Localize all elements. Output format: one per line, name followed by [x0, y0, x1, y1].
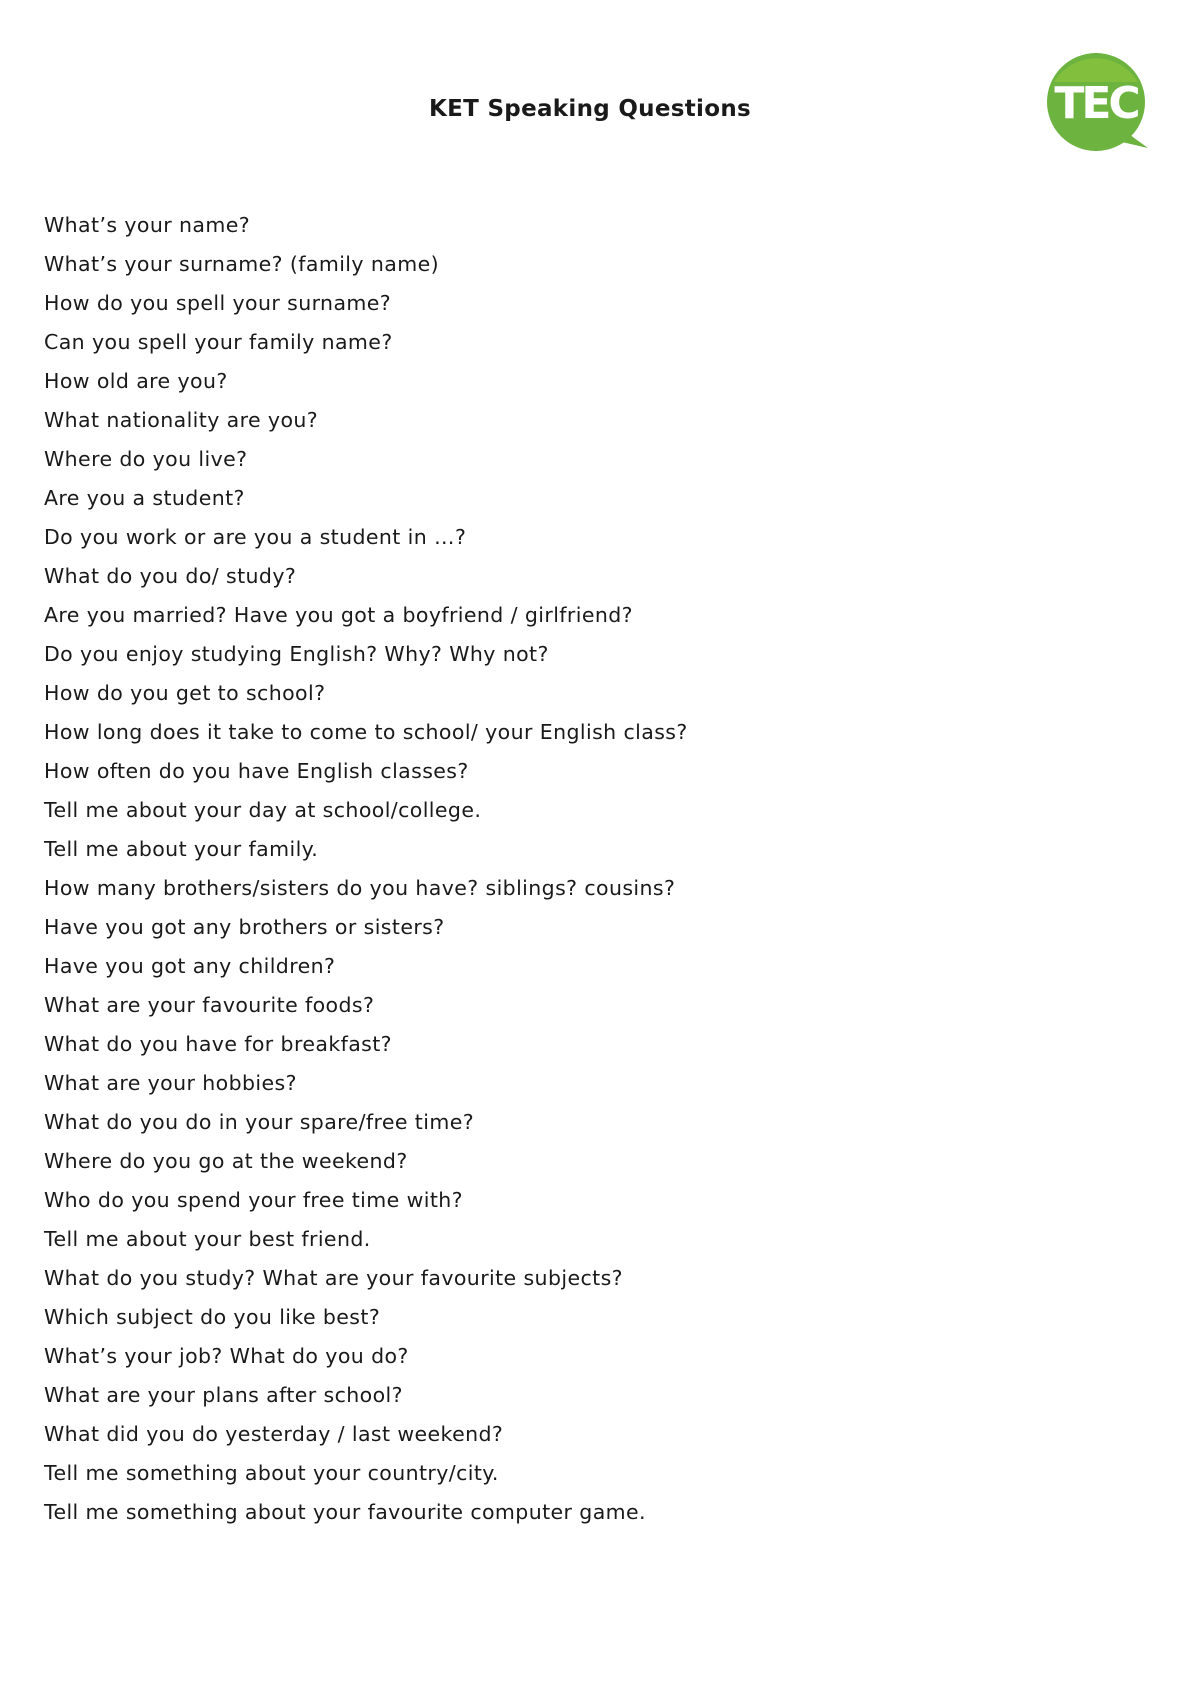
logo-text: TEC — [1054, 78, 1138, 129]
question-item: What’s your name? — [44, 213, 251, 237]
question-item: What nationality are you? — [44, 408, 319, 432]
question-item: What do you study? What are your favourite subjects? — [44, 1266, 623, 1290]
question-item: What’s your surname? (family name) — [44, 252, 439, 276]
question-item: Do you enjoy studying English? Why? Why not? — [44, 642, 549, 666]
question-item: How do you get to school? — [44, 681, 326, 705]
question-item: Have you got any brothers or sisters? — [44, 915, 445, 939]
question-item: How often do you have English classes? — [44, 759, 469, 783]
question-item: Tell me something about your country/city. — [44, 1461, 499, 1485]
question-item: Where do you live? — [44, 447, 248, 471]
question-item: Tell me about your day at school/college. — [44, 798, 482, 822]
question-item: Are you a student? — [44, 486, 245, 510]
question-item: Who do you spend your free time with? — [44, 1188, 463, 1212]
question-item: How do you spell your surname? — [44, 291, 392, 315]
question-item: Where do you go at the weekend? — [44, 1149, 408, 1173]
question-item: How many brothers/sisters do you have? siblings? cousins? — [44, 876, 676, 900]
question-item: What do you do in your spare/free time? — [44, 1110, 475, 1134]
page-title: KET Speaking Questions — [429, 96, 751, 122]
question-list — [44, 206, 688, 1532]
question-item: Do you work or are you a student in …? — [44, 525, 467, 549]
question-item: What do you do/ study? — [44, 564, 297, 588]
question-item: What’s your job? What do you do? — [44, 1344, 409, 1368]
question-item: How long does it take to come to school/ your English class? — [44, 720, 688, 744]
question-item: Can you spell your family name? — [44, 330, 393, 354]
question-item: What do you have for breakfast? — [44, 1032, 392, 1056]
question-item: Tell me something about your favourite computer game. — [44, 1500, 646, 1524]
question-item: Tell me about your family. — [44, 837, 319, 861]
question-item: Have you got any children? — [44, 954, 336, 978]
question-item: How old are you? — [44, 369, 228, 393]
question-item: What are your favourite foods? — [44, 993, 375, 1017]
question-item: What are your hobbies? — [44, 1071, 297, 1095]
question-item: What did you do yesterday / last weekend? — [44, 1422, 504, 1446]
tec-logo-icon — [1046, 52, 1150, 156]
question-item: Tell me about your best friend. — [44, 1227, 371, 1251]
question-item: Are you married? Have you got a boyfriend / girlfriend? — [44, 603, 633, 627]
question-item: Which subject do you like best? — [44, 1305, 381, 1329]
question-item: What are your plans after school? — [44, 1383, 403, 1407]
tec-logo-graphic — [1046, 52, 1150, 156]
